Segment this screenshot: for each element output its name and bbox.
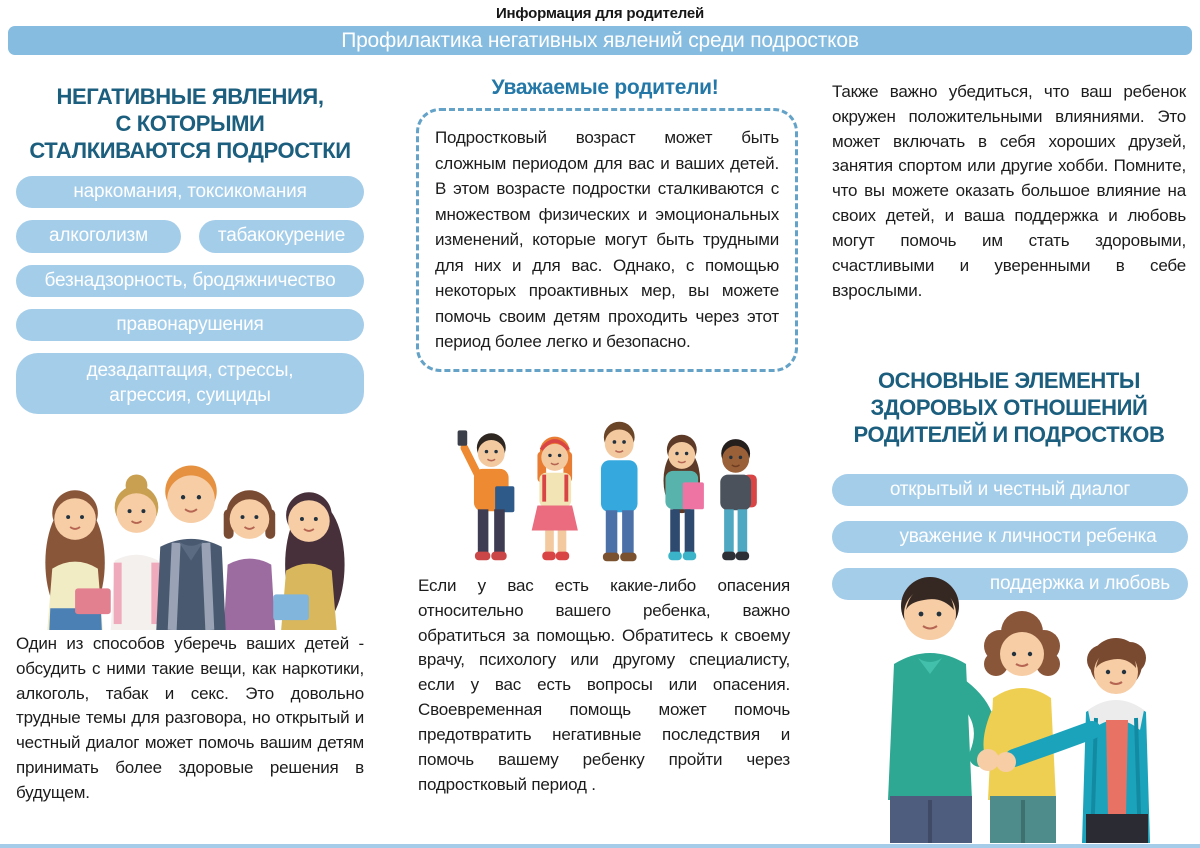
- teens-group-illustration: [18, 414, 363, 630]
- heading-line: С КОТОРЫМИ: [115, 110, 265, 136]
- intro-dashed-box: [416, 108, 798, 372]
- intro-text: Подростковый возраст может быть сложным периодом для вас и ваших детей. В этом возрасте подростки сталкиваются с множеством физических и эмоциональных изменений, которые могут быть трудными для них и для вас. Однако, с помощью некоторых проактивных мер, вы можете помочь своим детям проходить через этот период более легко и безопасно.: [435, 128, 779, 351]
- heading-line: ОСНОВНЫЕ ЭЛЕМЕНТЫ: [877, 368, 1141, 393]
- left-paragraph: Один из способов уберечь ваших детей - обсудить с ними такие вещи, как наркотики, алкоголь, табак и секс. Это довольно трудные темы для разговора, но открытый и честный диалог может помочь вашим детям принимать более здоровые решения в будущем.: [16, 634, 364, 802]
- bottom-accent-bar: [0, 844, 1200, 848]
- right-section-heading: [832, 368, 1186, 448]
- right-paragraph: Также важно убедиться, что ваш ребенок окружен положительными влияниями. Это может включать в себя хороших друзей, занятия спортом или другие хобби. Помните, что вы можете оказать большое влияние на своих детей, и ваша поддержка и любовь могут помочь им стать здоровыми, счастливыми и уверенными в себе взрослыми.: [832, 82, 1186, 300]
- relationship-pill: открытый и честный диалог: [832, 474, 1188, 506]
- top-label: Информация для родителей: [495, 5, 705, 22]
- heading-line: НЕГАТИВНЫЕ ЯВЛЕНИЯ,: [56, 84, 324, 109]
- kids-group-illustration: [435, 390, 765, 568]
- topic-pill: [16, 353, 364, 414]
- topic-pill: правонарушения: [16, 309, 364, 341]
- topic-pill: наркомания, токсикомания: [16, 176, 364, 208]
- banner-title: Профилактика негативных явлений среди подростков: [341, 28, 859, 52]
- title-banner: [8, 26, 1192, 55]
- middle-section-heading: Уважаемые родители!: [491, 76, 719, 99]
- negative-topics-list: [16, 176, 364, 426]
- topic-pill: алкоголизм: [16, 220, 181, 252]
- relationship-pill: поддержка и любовь: [832, 568, 1188, 600]
- middle-paragraph: Если у вас есть какие-либо опасения относительно вашего ребенка, важно обратиться за помощью. Обратитесь к своему врачу, психологу или другому специалисту, если у вас есть вопросы или опасения. Своевременная помощь может помочь предотвратить негативные последствия и помочь вашему ребенку пройти через подростковый период .: [418, 576, 790, 794]
- relationship-pill: уважение к личности ребенка: [832, 521, 1188, 553]
- topic-pill-line: агрессия, суициды: [109, 384, 271, 406]
- heading-line: РОДИТЕЛЕЙ И ПОДРОСТКОВ: [853, 421, 1165, 447]
- topic-pill: табакокурение: [199, 220, 364, 252]
- topic-pill-line: дезадаптация, стрессы,: [86, 360, 294, 382]
- family-illustration: [830, 558, 1198, 843]
- heading-line: ЗДОРОВЫХ ОТНОШЕНИЙ: [870, 394, 1148, 420]
- heading-line: СТАЛКИВАЮТСЯ ПОДРОСТКИ: [29, 137, 351, 163]
- left-section-heading: [16, 84, 364, 164]
- topic-pill: безнадзорность, бродяжничество: [16, 265, 364, 297]
